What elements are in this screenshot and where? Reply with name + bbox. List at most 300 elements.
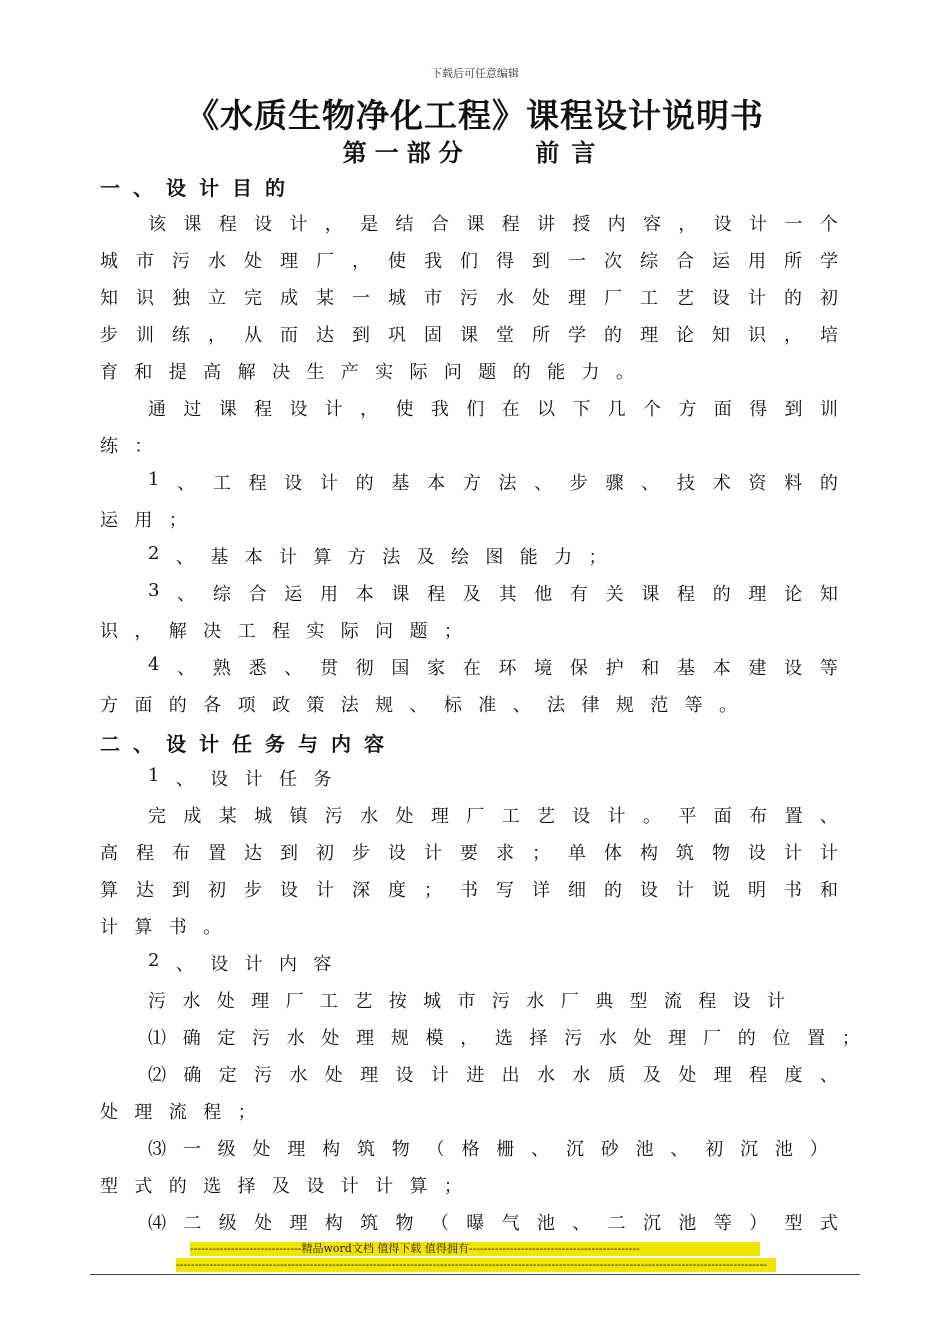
char: 们 <box>460 251 478 272</box>
char: 提 <box>168 362 187 383</box>
char: 规 <box>615 695 634 716</box>
char: 保 <box>569 658 588 679</box>
char: 设 <box>280 880 298 901</box>
char: 设 <box>166 176 187 200</box>
char: 处 <box>633 1028 652 1049</box>
body-line <box>148 580 838 606</box>
body-line <box>100 691 838 717</box>
char: 法 <box>382 547 401 568</box>
char: 题 <box>409 621 428 642</box>
char: ； <box>424 880 442 901</box>
char: 污 <box>564 1028 583 1049</box>
char: 型 <box>784 1213 803 1234</box>
char: 计 <box>784 843 802 864</box>
char: 基 <box>391 473 410 494</box>
body-line <box>148 987 838 1013</box>
document-title: 《水质生物净化工程》课程设计说明书 <box>186 96 764 135</box>
char: 课 <box>183 214 202 235</box>
char: 处 <box>321 1028 340 1049</box>
char: ） <box>749 1213 768 1234</box>
char: 知 <box>100 288 118 309</box>
char: 算 <box>313 547 332 568</box>
char: 艺 <box>676 288 694 309</box>
char: 二 <box>100 732 121 756</box>
char: 。 <box>203 917 222 938</box>
char: 务 <box>265 732 286 756</box>
char: 问 <box>443 362 462 383</box>
char: 策 <box>306 695 325 716</box>
char: 练 <box>100 436 118 457</box>
char: 平 <box>678 806 697 827</box>
char: 处 <box>532 288 550 309</box>
char: 程 <box>218 214 237 235</box>
document-subtitle <box>0 133 950 168</box>
char: 固 <box>424 325 442 346</box>
char: 方 <box>347 547 366 568</box>
char: 运 <box>712 251 730 272</box>
char: 能 <box>547 362 566 383</box>
char: 的 <box>784 288 802 309</box>
char: 设 <box>388 843 406 864</box>
char: 骤 <box>605 473 624 494</box>
char: 、 <box>133 176 154 200</box>
char: 高 <box>100 843 118 864</box>
char: 、 <box>512 695 531 716</box>
char: 范 <box>650 695 669 716</box>
char: 格 <box>461 1139 480 1160</box>
body-line <box>100 617 838 643</box>
char: 说 <box>712 880 730 901</box>
char: 合 <box>248 584 267 605</box>
char: 环 <box>498 658 517 679</box>
char: 设 <box>306 1176 325 1197</box>
char: ⑶ <box>148 1139 166 1160</box>
char: 处 <box>252 1139 271 1160</box>
body-line <box>100 321 838 347</box>
char: 育 <box>100 362 118 383</box>
char: 到 <box>280 843 298 864</box>
char: 工 <box>212 473 231 494</box>
char: 的 <box>265 176 286 200</box>
char: 课 <box>391 584 410 605</box>
char: 论 <box>784 584 803 605</box>
char: 内 <box>607 214 626 235</box>
char: 规 <box>375 695 394 716</box>
char: 资 <box>748 473 767 494</box>
char: 厂 <box>560 991 579 1012</box>
char: 到 <box>352 325 370 346</box>
char: 我 <box>430 399 449 420</box>
char: 在 <box>501 399 520 420</box>
char: 式 <box>134 1176 153 1197</box>
char: 置 <box>807 1028 826 1049</box>
char: 标 <box>443 695 462 716</box>
char: 步 <box>352 843 370 864</box>
char: 实 <box>306 621 325 642</box>
char: ； <box>237 1102 256 1123</box>
char: 书 <box>784 880 802 901</box>
char: 得 <box>496 251 514 272</box>
char: 理 <box>568 288 586 309</box>
char: ： <box>134 436 153 457</box>
char: 决 <box>271 362 290 383</box>
char: 和 <box>820 880 838 901</box>
char: 务 <box>313 769 332 790</box>
char: 学 <box>568 325 586 346</box>
char: 池 <box>774 1139 793 1160</box>
char: （ <box>430 1213 449 1234</box>
char: 家 <box>427 658 446 679</box>
char: 水 <box>182 991 201 1012</box>
char: 水 <box>360 806 379 827</box>
char: 程 <box>203 1102 222 1123</box>
char: 运 <box>100 510 118 531</box>
char: 计 <box>324 399 343 420</box>
char: 的 <box>712 584 731 605</box>
char: 、 <box>133 732 154 756</box>
char: 位 <box>772 1028 791 1049</box>
char: 的 <box>604 880 622 901</box>
char: 题 <box>478 362 497 383</box>
char: 及 <box>416 547 435 568</box>
char: 绘 <box>450 547 469 568</box>
char: 置 <box>208 843 226 864</box>
char: 理 <box>356 1028 375 1049</box>
char: 流 <box>168 1102 187 1123</box>
char: 到 <box>532 251 550 272</box>
char: 步 <box>569 473 588 494</box>
char: 及 <box>462 584 481 605</box>
char: 达 <box>316 325 334 346</box>
body-line <box>148 469 838 495</box>
char: 处 <box>324 1065 343 1086</box>
char: 是 <box>360 214 379 235</box>
char: 水 <box>496 288 514 309</box>
char: 们 <box>466 399 485 420</box>
char: 理 <box>289 1213 308 1234</box>
char: 贯 <box>319 658 338 679</box>
char: 程 <box>248 473 267 494</box>
char: 运 <box>284 584 303 605</box>
char: 产 <box>340 362 359 383</box>
char: 知 <box>712 325 730 346</box>
char: 算 <box>134 917 153 938</box>
char: 通 <box>148 399 166 420</box>
char: 容 <box>643 214 662 235</box>
char: 砂 <box>600 1139 619 1160</box>
char: 设 <box>713 214 732 235</box>
body-line <box>100 913 838 939</box>
body-line <box>148 1061 838 1087</box>
char: 合 <box>676 251 694 272</box>
char: ⑷ <box>148 1213 166 1234</box>
char: 图 <box>485 547 504 568</box>
char: 一 <box>182 1139 201 1160</box>
char: 选 <box>203 1176 222 1197</box>
char: 的 <box>168 1176 187 1197</box>
char: 结 <box>395 214 414 235</box>
char: 选 <box>494 1028 513 1049</box>
char: 次 <box>604 251 622 272</box>
char: 计 <box>289 214 308 235</box>
char: 生 <box>306 362 325 383</box>
char: 一 <box>784 214 803 235</box>
char: 级 <box>217 1139 236 1160</box>
char: 二 <box>607 1213 626 1234</box>
char: 在 <box>462 658 481 679</box>
char: 定 <box>217 1028 236 1049</box>
char: 解 <box>237 362 256 383</box>
char: 设 <box>732 991 751 1012</box>
char: 水 <box>289 1065 308 1086</box>
char: 任 <box>279 769 298 790</box>
char: 几 <box>607 399 626 420</box>
char: 计 <box>748 288 766 309</box>
char: 沉 <box>565 1139 584 1160</box>
char: 工 <box>501 806 520 827</box>
char: 物 <box>395 1213 414 1234</box>
body-line <box>100 506 838 532</box>
char: 筑 <box>360 1213 379 1234</box>
char: 其 <box>498 584 517 605</box>
char: 池 <box>635 1139 654 1160</box>
char: 方 <box>100 695 118 716</box>
char: 3 <box>148 580 160 601</box>
char: 城 <box>100 251 118 272</box>
footer-banner: ------------------------------精品word文档 值得下载 值得拥有---------------------------------------------- <box>190 1242 760 1256</box>
char: 择 <box>529 1028 548 1049</box>
section-heading-2 <box>100 728 397 757</box>
char: 训 <box>136 325 154 346</box>
char: 、 <box>175 547 194 568</box>
char: 他 <box>534 584 553 605</box>
char: 单 <box>568 843 586 864</box>
char: 的 <box>168 695 187 716</box>
char: 初 <box>705 1139 724 1160</box>
char: 计 <box>607 806 626 827</box>
char: 处 <box>254 1213 273 1234</box>
char: 彻 <box>355 658 374 679</box>
char: 等 <box>819 658 838 679</box>
char: ⑴ <box>148 1028 166 1049</box>
char: 曝 <box>466 1213 485 1234</box>
char: ， <box>360 399 379 420</box>
char: ， <box>352 251 370 272</box>
section-heading-1 <box>100 172 298 201</box>
char: ； <box>532 843 550 864</box>
char: 污 <box>324 806 343 827</box>
subtitle-part: 第一部分 <box>342 138 471 167</box>
char: 各 <box>203 695 222 716</box>
char: 理 <box>360 1065 379 1086</box>
char: ； <box>443 1176 462 1197</box>
char: 水 <box>286 1028 305 1049</box>
char: 污 <box>254 1065 273 1086</box>
char: 计 <box>430 1065 449 1086</box>
body-line <box>148 210 838 236</box>
char: 艺 <box>354 991 373 1012</box>
body-line <box>148 1024 860 1050</box>
char: 巩 <box>388 325 406 346</box>
body-line <box>148 950 838 976</box>
char: 设 <box>784 658 803 679</box>
header-note: 下载后可任意编辑 <box>431 67 519 80</box>
char: 程 <box>749 1065 768 1086</box>
char: 高 <box>203 362 222 383</box>
char: 项 <box>237 695 256 716</box>
char: 和 <box>641 658 660 679</box>
char: 厂 <box>316 251 334 272</box>
char: 。 <box>615 362 634 383</box>
char: 课 <box>218 399 237 420</box>
char: 沉 <box>740 1139 759 1160</box>
char: 明 <box>748 880 766 901</box>
footer-dashes: --------------------------------------------------------------------------------------------------------------------------------------------------------------- <box>176 1258 776 1272</box>
char: 模 <box>425 1028 444 1049</box>
char: 的 <box>604 325 622 346</box>
char: 镇 <box>289 806 308 827</box>
char: 、 <box>819 806 838 827</box>
char: 细 <box>568 880 586 901</box>
char: 容 <box>313 954 332 975</box>
char: 完 <box>244 288 262 309</box>
char: 污 <box>491 991 510 1012</box>
char: 面 <box>713 399 732 420</box>
char: 程 <box>677 584 695 605</box>
char: 确 <box>183 1065 202 1086</box>
body-line <box>148 543 838 569</box>
char: 构 <box>322 1139 341 1160</box>
char: 有 <box>569 584 588 605</box>
char: 和 <box>134 362 153 383</box>
char: 污 <box>148 991 166 1012</box>
char: 理 <box>713 1065 732 1086</box>
char: 计 <box>244 769 263 790</box>
char: 用 <box>748 251 766 272</box>
char: 。 <box>719 695 738 716</box>
char: 级 <box>218 1213 237 1234</box>
char: 实 <box>375 362 394 383</box>
char: 成 <box>183 806 202 827</box>
char: 二 <box>183 1213 202 1234</box>
char: 处 <box>244 251 262 272</box>
char: 程 <box>427 584 446 605</box>
body-line <box>148 765 838 791</box>
char: 、 <box>175 954 194 975</box>
char: 步 <box>100 325 118 346</box>
char: ， <box>784 325 802 346</box>
char: 等 <box>713 1213 732 1234</box>
char: 厂 <box>703 1028 721 1049</box>
char: 污 <box>252 1028 271 1049</box>
char: 理 <box>748 584 767 605</box>
char: ， <box>678 214 697 235</box>
char: 力 <box>554 547 573 568</box>
char: 、 <box>284 658 303 679</box>
char: 流 <box>663 991 682 1012</box>
char: 初 <box>316 843 334 864</box>
char: 计 <box>316 880 334 901</box>
char: 程 <box>501 214 520 235</box>
char: 合 <box>430 214 449 235</box>
char: 料 <box>784 473 803 494</box>
char: 、 <box>572 1213 591 1234</box>
char: 律 <box>581 695 600 716</box>
char: 等 <box>684 695 703 716</box>
char: 厂 <box>466 806 485 827</box>
char: 城 <box>388 288 406 309</box>
char: 设 <box>254 214 273 235</box>
char: 确 <box>182 1028 201 1049</box>
char: 2 <box>148 950 160 971</box>
char: 深 <box>352 880 370 901</box>
char: 计 <box>279 547 298 568</box>
char: 讲 <box>536 214 555 235</box>
body-line <box>148 802 838 828</box>
char: 与 <box>298 732 319 756</box>
char: 气 <box>501 1213 520 1234</box>
char: 用 <box>134 510 153 531</box>
char: 堂 <box>496 325 514 346</box>
char: 计 <box>424 843 442 864</box>
char: 及 <box>271 1176 290 1197</box>
char: 立 <box>208 288 226 309</box>
char: 池 <box>678 1213 697 1234</box>
body-line <box>148 654 838 680</box>
char: 基 <box>210 547 229 568</box>
char: 计 <box>199 732 220 756</box>
char: 所 <box>784 251 802 272</box>
char: 本 <box>355 584 374 605</box>
char: 的 <box>512 362 531 383</box>
char: 理 <box>134 1102 153 1123</box>
char: 练 <box>172 325 190 346</box>
char: 布 <box>749 806 768 827</box>
char: 设 <box>210 954 229 975</box>
char: 法 <box>340 695 359 716</box>
body-line <box>148 1209 838 1235</box>
char: 技 <box>677 473 695 494</box>
char: 境 <box>534 658 553 679</box>
char: 1 <box>148 765 160 786</box>
char: 课 <box>466 214 485 235</box>
char: 水 <box>208 251 226 272</box>
char: 书 <box>460 880 478 901</box>
char: 建 <box>748 658 767 679</box>
char: 识 <box>100 621 118 642</box>
char: 初 <box>208 880 226 901</box>
body-line <box>100 1098 838 1124</box>
char: 工 <box>237 621 256 642</box>
char: 2 <box>148 543 160 564</box>
char: 某 <box>218 806 237 827</box>
char: 式 <box>819 1213 838 1234</box>
body-line <box>148 395 838 421</box>
char: ； <box>841 1028 860 1049</box>
char: （ <box>426 1139 445 1160</box>
char: 计 <box>100 917 118 938</box>
char: 术 <box>712 473 731 494</box>
char: 计 <box>244 954 263 975</box>
char: 择 <box>237 1176 256 1197</box>
char: 国 <box>391 658 410 679</box>
char: 任 <box>232 732 253 756</box>
char: 池 <box>536 1213 555 1234</box>
char: 书 <box>168 917 187 938</box>
char: 、 <box>177 584 196 605</box>
char: 到 <box>172 880 190 901</box>
char: 设 <box>640 880 658 901</box>
